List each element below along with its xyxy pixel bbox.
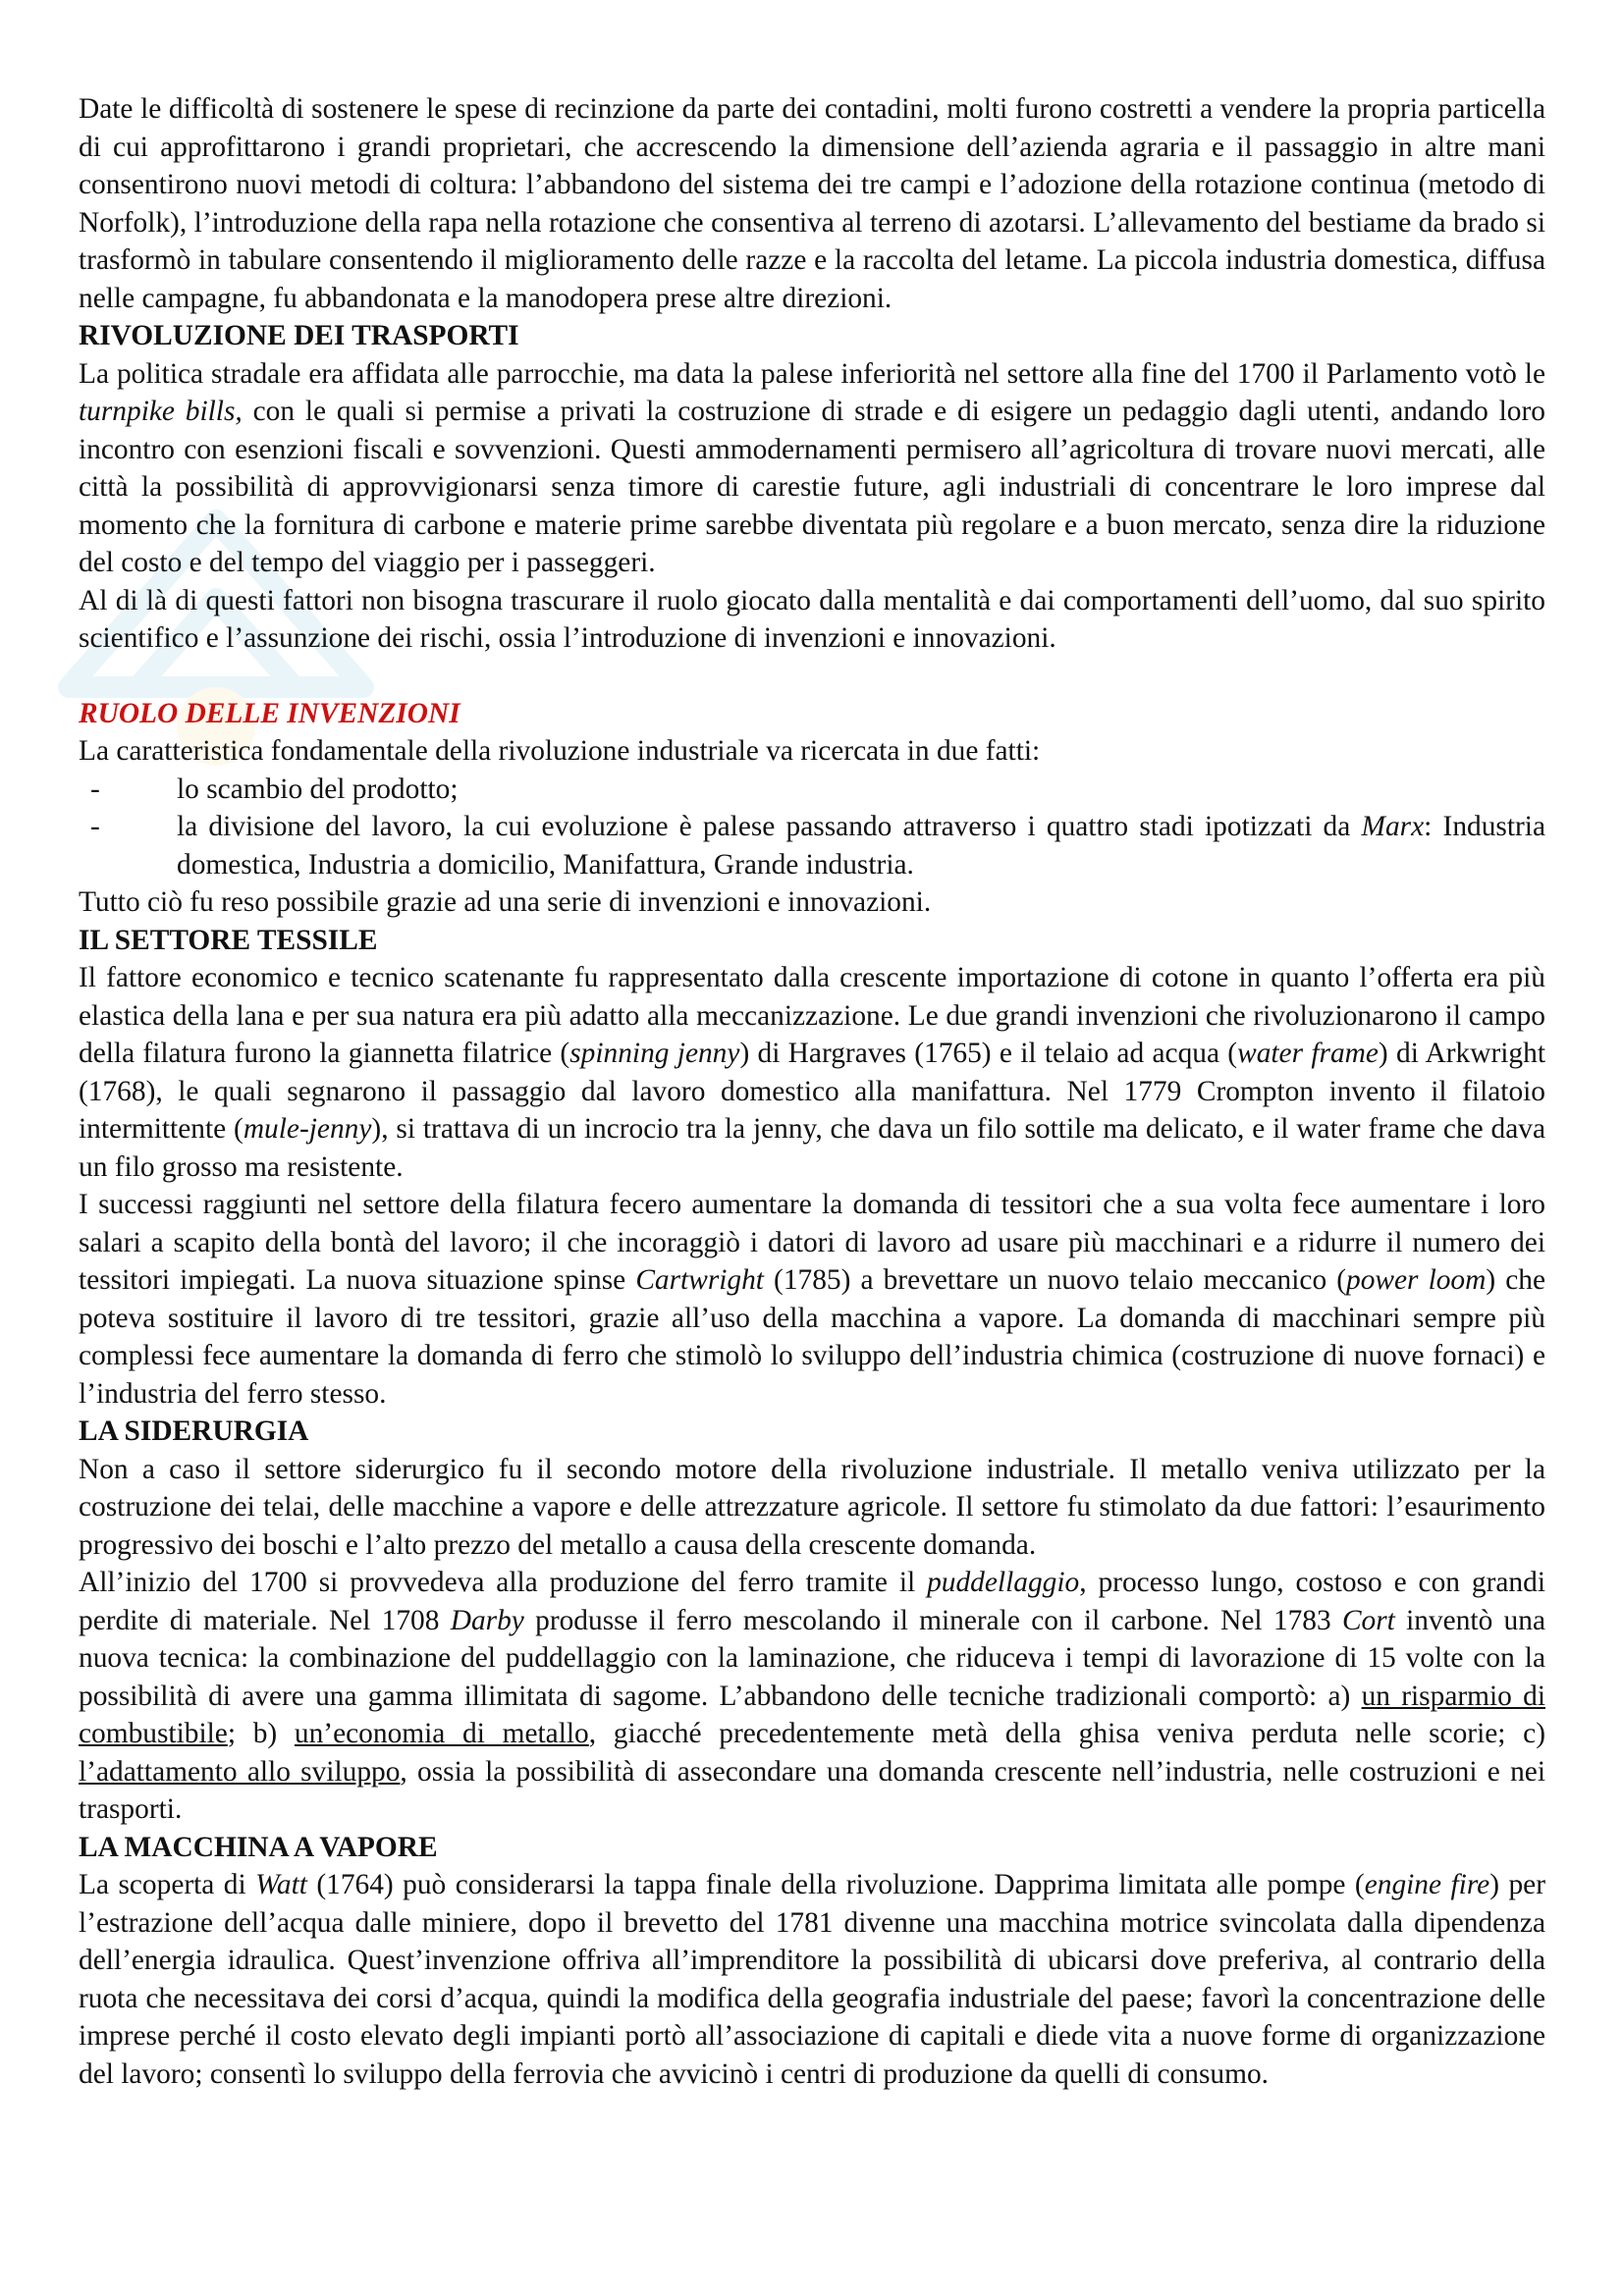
tessile-paragraph-2: I successi raggiunti nel settore della filatura fecero aumentare la domanda di tessitori che a sua volta fece aumentare i loro salari a scapito della bontà del lavoro; il che incoraggiò i datori di lavoro ad usare più macchinari e a ridurre il numero dei tessitori impiegati. La nuova situazione spinse Cartwright (1785) a brevettare un nuovo telaio meccanico (power loom) che poteva sostituire il lavoro di tre tessitori, grazie all’uso della macchina a vapore. La domanda di macchinari sempre più complessi fece aumentare la domanda di ferro che stimolò lo sviluppo dell’industria chimica (costruzione di nuove fornaci) e l’industria del ferro stesso. — [79, 1189, 1546, 1410]
document-page — [79, 90, 1545, 2093]
heading-trasporti: RIVOLUZIONE DEI TRASPORTI — [79, 320, 519, 351]
trasporti-paragraph-1: La politica stradale era affidata alle parrocchie, ma data la palese inferiorità nel settore alla fine del 1700 il Parlamento votò le turnpike bills, con le quali si permise a privati la costruzione di strade e di esigere un pedaggio dagli utenti, andando loro incontro con esenzioni fiscali e sovvenzioni. Questi ammodernamenti permisero all’agricoltura di trovare nuovi mercati, alle città la possibilità di approvvigionarsi senza timore di carestie future, agli industriali di concentrare le loro imprese dal momento che la fornitura di carbone e materie prime sarebbe diventata più regolare e a buon mercato, senza dire la riduzione del costo e del tempo del viaggio per i passeggeri. — [79, 357, 1545, 578]
vapore-paragraph-1: La scoperta di Watt (1764) può considerarsi la tappa finale della rivoluzione. Dapprima limitata alle pompe (engine fire) per l’estrazione dell’acqua dalle miniere, dopo il brevetto del 1781 divenne una macchina motrice svincolata dalla dipendenza dell’energia idraulica. Quest’invenzione offriva all’imprenditore la possibilità di ubicarsi dove preferiva, al contrario della ruota che necessitava dei corsi d’acqua, quindi la modifica della geografia industriale del paese; favorì la concentrazione delle imprese perché il costo elevato degli impianti portò all’associazione di capitali e diede vita a nuove forme di organizzazione del lavoro; consentì lo sviluppo della ferrovia che avvicinò i centri di produzione da quelli di consumo. — [79, 1869, 1545, 2090]
siderurgia-paragraph-1: Non a caso il settore siderurgico fu il secondo motore della rivoluzione industriale. Il metallo veniva utilizzato per la costruzione dei telai, delle macchine a vapore e delle attrezzature agricole. Il settore fu stimolato da due fattori: l’esaurimento progressivo dei boschi e l’alto prezzo del metallo a causa della crescente domanda. — [79, 1453, 1545, 1561]
tessile-paragraph-1: Il fattore economico e tecnico scatenante fu rappresentato dalla crescente importazione di cotone in quanto l’offerta era più elastica della lana e per sua natura era più adatto alla meccanizzazione. Le due grandi invenzioni che rivoluzionarono il campo della filatura furono la giannetta filatrice (spinning jenny) di Hargraves (1765) e il telaio ad acqua (water frame) di Arkwright (1768), le quali segnarono il passaggio dal lavoro domestico alla manifattura. Nel 1779 Crompton invento il filatoio intermittente (mule-jenny), si trattava di un incrocio tra la jenny, che dava un filo sottile ma delicato, e il water frame che dava un filo grosso ma resistente. — [79, 962, 1545, 1183]
invenzioni-list — [79, 771, 1545, 884]
invenzioni-paragraph-2: Tutto ciò fu reso possibile grazie ad una serie di invenzioni e innovazioni. — [79, 886, 932, 918]
list-item: - lo scambio del prodotto; — [79, 771, 1545, 809]
heading-siderurgia: LA SIDERURGIA — [79, 1415, 309, 1447]
intro-paragraph: Date le difficoltà di sostenere le spese di recinzione da parte dei contadini, molti furono costretti a vendere la propria particella di cui approfittarono i grandi proprietari, che accrescendo la dimensione dell’azienda agraria e il passaggio in altre mani consentirono nuovi metodi di coltura: l’abbandono del sistema dei tre campi e l’adozione della rotazione continua (metodo di Norfolk), l’introduzione della rapa nella rotazione che consentiva al terreno di azotarsi. L’allevamento del bestiame da brado si trasformò in tabulare consentendo il miglioramento delle razze e la raccolta del letame. La piccola industria domestica, diffusa nelle campagne, fu abbandonata e la manodopera prese altre direzioni. — [79, 93, 1545, 314]
heading-invenzioni: RUOLO DELLE INVENZIONI — [79, 697, 460, 729]
trasporti-paragraph-2: Al di là di questi fattori non bisogna trascurare il ruolo giocato dalla mentalità e dai comportamenti dell’uomo, dal suo spirito scientifico e l’assunzione dei rischi, ossia l’introduzione di invenzioni e innovazioni. — [79, 584, 1545, 654]
heading-vapore: LA MACCHINA A VAPORE — [79, 1831, 438, 1863]
list-item: - la divisione del lavoro, la cui evoluzione è palese passando attraverso i quattro stadi ipotizzati da Marx: Industria domestica, Industria a domicilio, Manifattura, Grande industria. — [79, 808, 1545, 883]
siderurgia-paragraph-2: All’inizio del 1700 si provvedeva alla produzione del ferro tramite il puddellaggio, processo lungo, costoso e con grandi perdite di materiale. Nel 1708 Darby produsse il ferro mescolando il minerale con il carbone. Nel 1783 Cort inventò una nuova tecnica: la combinazione del puddellaggio con la laminazione, che riduceva i tempi di lavorazione di 15 volte con la possibilità di avere una gamma illimitata di sagome. L’abbandono delle tecniche tradizionali comportò: a) un risparmio di combustibile; b) un’economia di metallo, giacché precedentemente metà della ghisa veniva perduta nelle scorie; c) l’adattamento allo sviluppo, ossia la possibilità di assecondare una domanda crescente nell’industria, nelle costruzioni e nei trasporti. — [79, 1567, 1546, 1825]
heading-tessile: IL SETTORE TESSILE — [79, 924, 378, 956]
invenzioni-paragraph-1: La caratteristica fondamentale della rivoluzione industriale va ricercata in due fatti: — [79, 735, 1041, 767]
